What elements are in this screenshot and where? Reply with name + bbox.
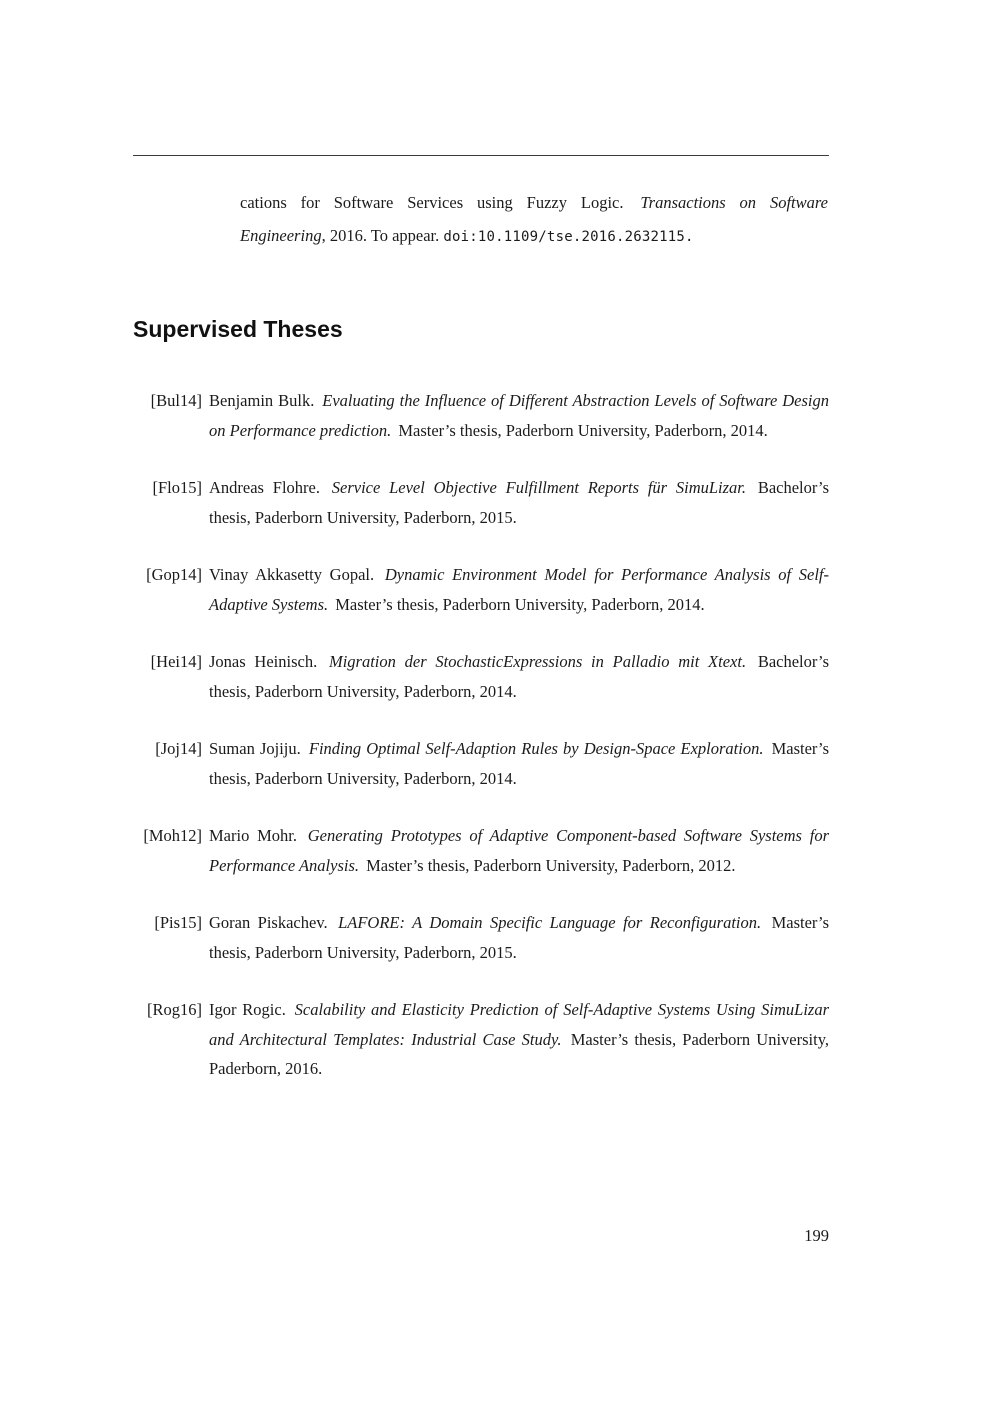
entry-body	[209, 821, 829, 880]
entry-details: Master’s thesis, Paderborn University, Paderborn, 2014.	[398, 420, 768, 440]
bib-entry	[133, 908, 829, 967]
entry-details: Bachelor’s thesis, Paderborn University, Paderborn, 2014.	[209, 652, 830, 701]
entry-label: [Rog16]	[147, 1000, 202, 1019]
bib-entry	[133, 734, 829, 793]
entry-label: [Flo15]	[152, 478, 202, 497]
entry-title: Service Level Objective Fulfillment Reports für SimuLizar.	[331, 478, 747, 497]
bib-entry	[133, 560, 829, 619]
bib-entry	[133, 821, 829, 880]
entry-author: Igor Rogic.	[209, 1000, 286, 1019]
entry-details: Master’s thesis, Paderborn University, Paderborn, 2014.	[209, 739, 830, 788]
entry-label: [Gop14]	[146, 565, 202, 584]
entry-title: LAFORE: A Domain Specific Language for Reconfiguration.	[338, 913, 762, 932]
entry-details: Master’s thesis, Paderborn University, Paderborn, 2014.	[335, 594, 705, 614]
header-rule	[133, 155, 829, 156]
entry-author: Suman Jojiju.	[209, 739, 301, 758]
entry-author: Vinay Akkasetty Gopal.	[209, 565, 375, 584]
continuation-lead: cations for Software Services using Fuzzy Logic.	[240, 193, 624, 212]
entry-body	[209, 734, 829, 793]
entry-details: Bachelor’s thesis, Paderborn University, Paderborn, 2015.	[209, 478, 830, 527]
entry-title: Finding Optimal Self-Adaption Rules by Design-Space Exploration.	[308, 739, 764, 758]
bib-entry	[133, 386, 829, 445]
bib-entry	[133, 647, 829, 706]
entry-label: [Hei14]	[150, 652, 202, 671]
continuation-paragraph	[240, 186, 828, 254]
page-number: 199	[804, 1226, 829, 1245]
continuation-middle: , 2016. To appear.	[321, 226, 440, 245]
journal-name: Transactions on Software Engineering	[240, 193, 829, 245]
entry-author: Mario Mohr.	[209, 826, 297, 845]
entry-title: Generating Prototypes of Adaptive Component-based Software Systems for Performance Analysis.	[209, 826, 829, 875]
entry-title: Migration der StochasticExpressions in Palladio mit Xtext.	[328, 652, 747, 671]
entry-body	[209, 908, 829, 967]
entry-body	[209, 560, 829, 619]
entry-label: [Moh12]	[143, 826, 202, 845]
entry-author: Benjamin Bulk.	[209, 391, 315, 410]
entry-body	[209, 647, 829, 706]
section-title: Supervised Theses	[133, 316, 343, 342]
entry-author: Goran Piskachev.	[209, 913, 328, 932]
entry-author: Andreas Flohre.	[209, 478, 320, 497]
entry-details: Master’s thesis, Paderborn University, Paderborn, 2016.	[209, 1029, 830, 1078]
bib-entry	[133, 995, 829, 1084]
entry-title: Evaluating the Influence of Different Abstraction Levels of Software Design on Performance prediction.	[209, 391, 830, 440]
entry-label: [Joj14]	[155, 739, 202, 758]
entry-title: Dynamic Environment Model for Performance Analysis of Self-Adaptive Systems.	[209, 565, 830, 614]
entry-body	[209, 386, 829, 445]
bibliography-list	[133, 386, 829, 1112]
entry-title: Scalability and Elasticity Prediction of Self-Adaptive Systems Using SimuLizar and Architectural Templates: Industrial Case Study.	[209, 1000, 830, 1049]
entry-author: Jonas Heinisch.	[209, 652, 318, 671]
entry-label: [Pis15]	[154, 913, 202, 932]
doi-link[interactable]: doi:10.1109/tse.2016.2632115.	[443, 229, 694, 245]
bib-entry	[133, 473, 829, 532]
entry-body	[209, 473, 829, 532]
entry-body	[209, 995, 829, 1084]
entry-details: Master’s thesis, Paderborn University, Paderborn, 2015.	[209, 913, 830, 962]
entry-label: [Bul14]	[150, 391, 202, 410]
entry-details: Master’s thesis, Paderborn University, Paderborn, 2012.	[366, 855, 736, 875]
